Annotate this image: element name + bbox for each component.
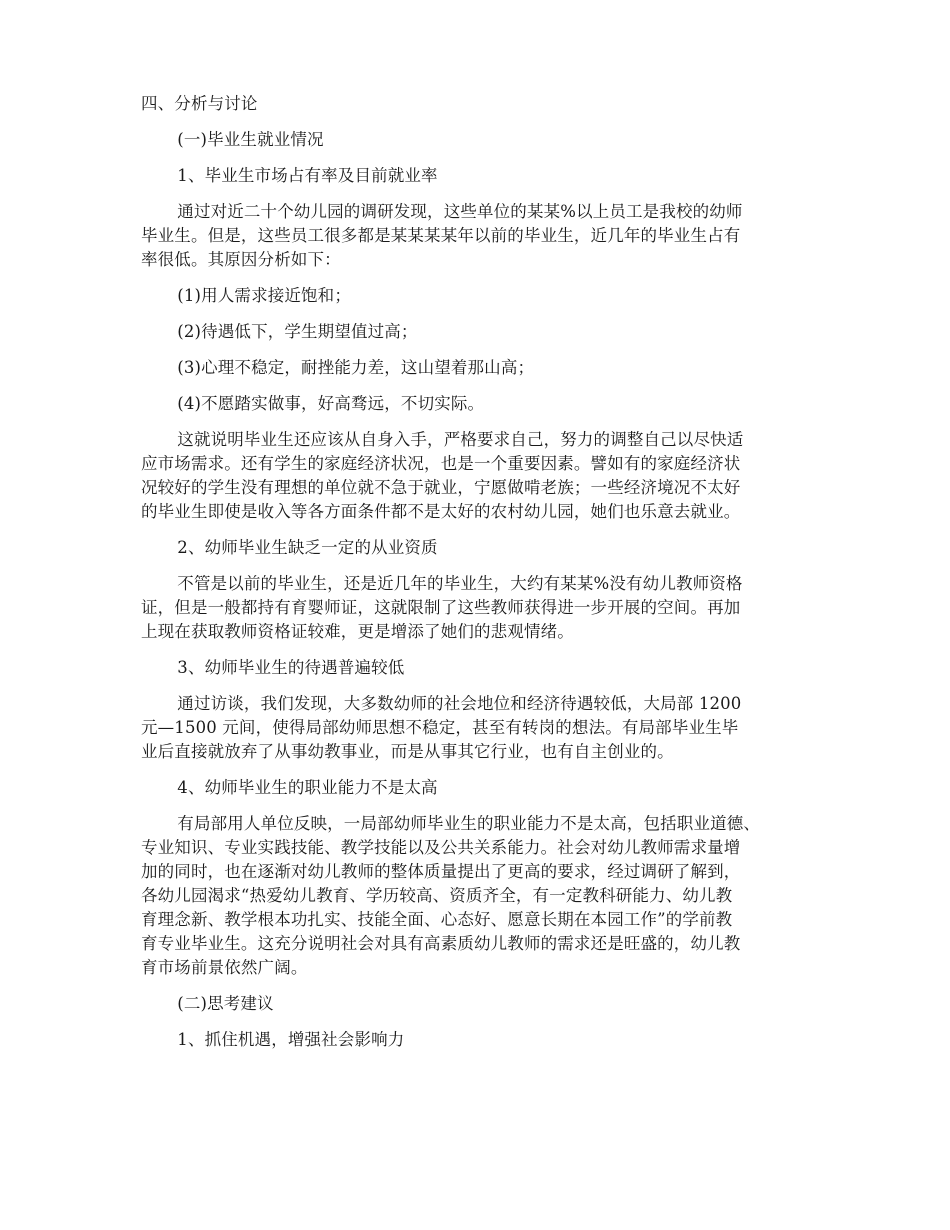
body-paragraph: 不管是以前的毕业生，还是近几年的毕业生，大约有某某%没有幼儿教师资格 证，但是一般都持有育婴师证，这就限制了这些教师获得进一步开展的空间。再加 上现在获取教师资格证较难，更是增添了她们的悲观情绪。 [141,574,743,641]
body-paragraph: 通过访谈，我们发现，大多数幼师的社会地位和经济待遇较低，大局部 1200 元—1500 元间，使得局部幼师思想不稳定，甚至有转岗的想法。有局部毕业生毕 业后直接就放弃了从事幼教事业，而是从事其它行业，也有自主创业的。 [141,694,742,761]
item-heading: 1、抓住机遇，增强社会影响力 [177,1030,405,1049]
body-paragraph: 有局部用人单位反映，一局部幼师毕业生的职业能力不是太高，包括职业道德、 专业知识、专业实践技能、教学技能以及公共关系能力。社会对幼儿教师需求量增 加的同时，也在逐渐对幼儿教师的整体质量提出了更高的要求，经过调研了解到， 各幼儿园渴求“热爱幼儿教育、学历较高、资质齐全，有一定教科研能力、幼儿教 育理念新、教学根本功扎实、技能全面、心态好、愿意长期在本园工作”的学前教 育专业毕业生。这充分说明社会对具有高素质幼儿教师的需求还是旺盛的，幼儿教 育市场前景依然广阔。 [141,814,761,977]
document-page [141,92,821,1064]
item-heading: 3、幼师毕业生的待遇普遍较低 [177,658,405,677]
item-heading: 1、毕业生市场占有率及目前就业率 [177,166,438,185]
list-item: (3)心理不稳定，耐挫能力差，这山望着那山高； [177,358,535,377]
body-paragraph: 这就说明毕业生还应该从自身入手，严格要求自己，努力的调整自己以尽快适 应市场需求。还有学生的家庭经济状况，也是一个重要因素。譬如有的家庭经济状 况较好的学生没有理想的单位就不急于就业，宁愿做啃老族；一些经济境况不太好 的毕业生即使是收入等各方面条件都不是太好的农村幼儿园，她们也乐意去就业。 [141,430,744,521]
list-item: (4)不愿踏实做事，好高骛远，不切实际。 [177,394,485,413]
subsection-heading: (二)思考建议 [177,994,274,1013]
subsection-heading: (一)毕业生就业情况 [177,130,324,149]
section-heading: 四、分析与讨论 [141,94,258,113]
list-item: (1)用人需求接近饱和； [177,286,351,305]
body-paragraph: 通过对近二十个幼儿园的调研发现，这些单位的某某%以上员工是我校的幼师 毕业生。但是，这些员工很多都是某某某某年以前的毕业生，近几年的毕业生占有 率很低。其原因分析如下： [141,202,743,269]
item-heading: 2、幼师毕业生缺乏一定的从业资质 [177,538,438,557]
item-heading: 4、幼师毕业生的职业能力不是太高 [177,778,438,797]
list-item: (2)待遇低下，学生期望值过高； [177,322,418,341]
